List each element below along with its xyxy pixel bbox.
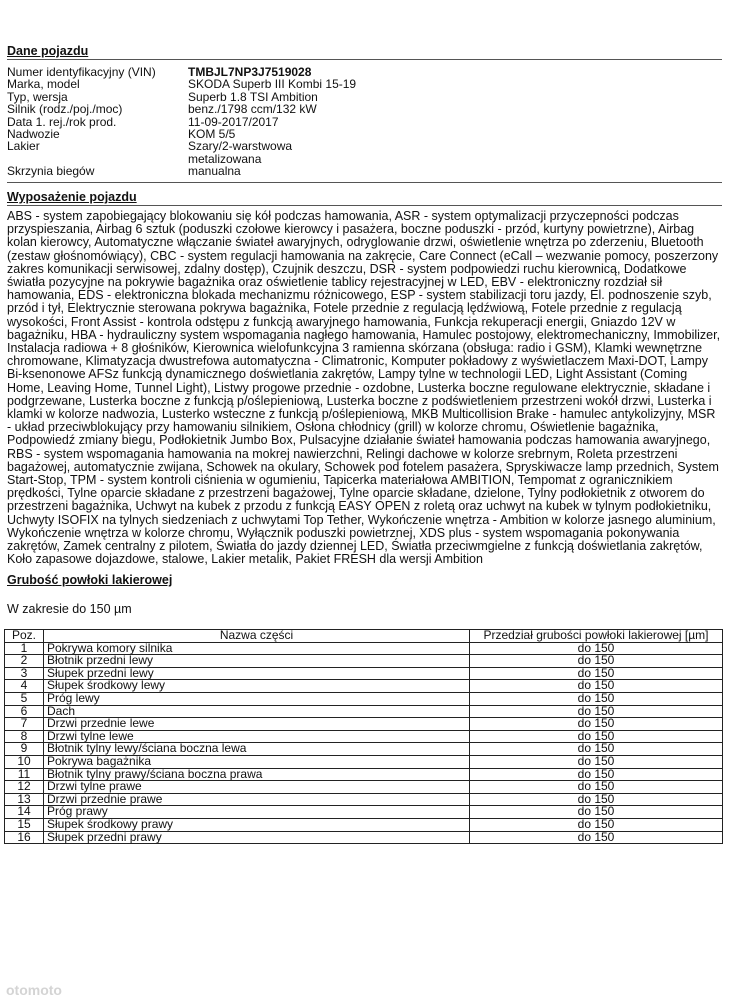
row-pos: 1 bbox=[5, 642, 44, 655]
watermark-logo: otomoto bbox=[6, 982, 62, 998]
col-header-pos: Poz. bbox=[5, 630, 44, 643]
row-range: do 150 bbox=[470, 655, 723, 668]
table-row bbox=[5, 692, 723, 705]
vehicle-section-title: Dane pojazdu bbox=[7, 44, 89, 58]
row-part: Próg lewy bbox=[44, 692, 470, 705]
vehicle-label: Marka, model bbox=[7, 77, 80, 92]
table-row bbox=[5, 755, 723, 768]
row-pos: 8 bbox=[5, 730, 44, 743]
row-part: Pokrywa bagażnika bbox=[44, 755, 470, 768]
row-pos: 7 bbox=[5, 718, 44, 731]
row-part: Drzwi przednie prawe bbox=[44, 793, 470, 806]
row-pos: 3 bbox=[5, 667, 44, 680]
table-row bbox=[5, 743, 723, 756]
table-row bbox=[5, 642, 723, 655]
row-part: Drzwi tylne lewe bbox=[44, 730, 470, 743]
row-part: Słupek środkowy prawy bbox=[44, 818, 470, 831]
row-pos: 12 bbox=[5, 781, 44, 794]
row-range: do 150 bbox=[470, 818, 723, 831]
row-pos: 13 bbox=[5, 793, 44, 806]
row-range: do 150 bbox=[470, 680, 723, 693]
row-pos: 4 bbox=[5, 680, 44, 693]
vehicle-row-engine bbox=[7, 103, 567, 115]
vehicle-label: Numer identyfikacyjny (VIN) bbox=[7, 65, 156, 79]
row-pos: 10 bbox=[5, 755, 44, 768]
table-row bbox=[5, 806, 723, 819]
table-header-row bbox=[5, 630, 723, 643]
row-part: Błotnik przedni lewy bbox=[44, 655, 470, 668]
row-range: do 150 bbox=[470, 793, 723, 806]
vehicle-value: metalizowana bbox=[188, 151, 262, 166]
vehicle-value: Superb 1.8 TSI Ambition bbox=[188, 89, 318, 104]
row-pos: 6 bbox=[5, 705, 44, 718]
row-range: do 150 bbox=[470, 781, 723, 794]
vehicle-label: Silnik (rodz./poj./moc) bbox=[7, 102, 123, 117]
row-pos: 16 bbox=[5, 831, 44, 844]
vehicle-value: benz./1798 ccm/132 kW bbox=[188, 102, 317, 117]
vehicle-label: Nadwozie bbox=[7, 126, 60, 141]
table-row bbox=[5, 768, 723, 781]
vehicle-details bbox=[7, 66, 567, 178]
vehicle-value: manualna bbox=[188, 164, 241, 179]
vehicle-divider bbox=[7, 59, 722, 60]
row-range: do 150 bbox=[470, 705, 723, 718]
table-row bbox=[5, 781, 723, 794]
col-header-part: Nazwa części bbox=[44, 630, 470, 643]
vehicle-label: Lakier bbox=[7, 139, 40, 154]
row-part: Dach bbox=[44, 705, 470, 718]
col-header-range: Przedział grubości powłoki lakierowej [µm] bbox=[470, 630, 723, 643]
vehicle-label: Skrzynia biegów bbox=[7, 164, 95, 179]
row-pos: 11 bbox=[5, 768, 44, 781]
equipment-text: ABS - system zapobiegający blokowaniu się kół podczas hamowania, ASR - system optymalizacji przyczepności podczas przyspieszania, Airbag 6 sztuk (poduszki czołowe kierowcy i pasażera, boczne poduszki - przód, kurtyny powietrzne), Airbag kolan kierowcy, Automatyczne włączanie świateł awaryjnych, odryglowanie drzwi, oświetlenie wnętrza po zderzeniu, Bluetooth (zestaw głośnomówiący), CBC - system regulacji hamowania na zakręcie, Care Connect (eCall – wezwanie pomocy, poszerzony zakres komunikacji serwisowej, zdalny dostęp), Czujnik deszczu, DSR - system podpowiedzi ruchu kierownicą, Dodatkowe światła pozycyjne na pokrywie bagażnika oraz oświetlenie tablicy rejestracyjnej w LED, EBV - elektroniczny rozdział sił hamowania, EDS - elektroniczna blokada mechanizmu różnicowego, ESP - system stabilizacji toru jazdy, El. podnoszenie szyb, przód i tył, Elektrycznie sterowana pokrywa bagażnika, Fotele przednie z regulacją lędźwiową, Fotele przednie z regulacją wysokości, Front Assist - kontrola odstępu z funkcją awaryjnego hamowania, Funkcja rekuperacji energii, Gniazdo 12V w bagażniku, HBA - hydrauliczny system wspomagania nagłego hamowania, Hamulec postojowy, elektromechaniczny, Immobilizer, Instalacja radiowa + 8 głośników, Kierownica wielofunkcyjna 3 ramienna skórzana (obsługa: radio i GSM), Klamki wewnętrzne chromowane, Klimatyzacja dwustrefowa automatyczna - Climatronic, Komputer pokładowy z wyświetlaczem Maxi-DOT, Lampy Bi-ksenonowe AFSz funkcją dynamicznego doświetlania zakrętów, Lampy tylne w technologii LED, Light Assistant (Coming Home, Leaving Home, Tunnel Light), Listwy progowe przednie - ozdobne, Lusterka boczne regulowane elektrycznie, składane i podgrzewane, Lusterka boczne z funkcją p/oślepieniową, Lusterka boczne z podświetleniem przestrzeni wokół drzwi, Lusterka i klamki w kolorze nadwozia, Lusterko wsteczne z funkcją p/oślepieniową, MKB Multicollision Brake - hamulec antykolizyjny, MSR - układ przeciwblokujący przy hamowaniu silnikiem, Osłona chłodnicy (grill) w kolorze chromu, Oświetlenie bagażnika, Podpowiedź zmiany biegu, Podłokietnik Jumbo Box, Pulsacyjne działanie świateł hamowania podczas hamowania awaryjnego, RBS - system wspomagania hamowania na mokrej nawierzchni, Relingi dachowe w kolorze srebrnym, Roleta przestrzeni bagażowej, automatycznie zwijana, Schowek na okulary, Schowek pod fotelem pasażera, Spryskiwacze lamp przednich, System Start-Stop, TPM - system kontroli ciśnienia w ogumieniu, Tapicerka materiałowa AMBITION, Tempomat z ogranicznikiem prędkości, Tylne oparcie składane z przestrzeni bagażowej, Tylne oparcie składane, dzielone, Tylny podłokietnik z otworem do przestrzeni bagażnika, Uchwyt na kubek z przodu z funkcją EASY OPEN z roletą oraz uchwyt na kubek w tylnym podłokietniku, Uchwyty ISOFIX na tylnych siedzeniach z uchwytami Top Tether, Wykończenie wnętrza - Ambition w kolorze jasnego aluminium, Wykończenie wnętrza w kolorze chromu, Wyłącznik poduszki powietrznej, XDS plus - system wspomagania pokonywania zakrętów, Zamek centralny z pilotem, Światła do jazdy dziennej LED, Światła przeciwmgielne z funkcją doświetlania zakrętów, Koło zapasowe dojazdowe, stalowe, Lakier metalik, Pakiet FRESH dla wersji Ambition bbox=[7, 209, 721, 567]
row-range: do 150 bbox=[470, 831, 723, 844]
row-part: Słupek środkowy lewy bbox=[44, 680, 470, 693]
row-range: do 150 bbox=[470, 755, 723, 768]
row-range: do 150 bbox=[470, 642, 723, 655]
row-pos: 15 bbox=[5, 818, 44, 831]
paint-range-note: W zakresie do 150 µm bbox=[7, 602, 132, 616]
row-range: do 150 bbox=[470, 718, 723, 731]
table-row bbox=[5, 718, 723, 731]
table-row bbox=[5, 730, 723, 743]
vehicle-bottom-divider bbox=[7, 182, 722, 183]
row-part: Drzwi tylne prawe bbox=[44, 781, 470, 794]
row-part: Pokrywa komory silnika bbox=[44, 642, 470, 655]
row-pos: 14 bbox=[5, 806, 44, 819]
row-range: do 150 bbox=[470, 730, 723, 743]
vehicle-value: Szary/2-warstwowa bbox=[188, 139, 293, 154]
row-range: do 150 bbox=[470, 667, 723, 680]
row-range: do 150 bbox=[470, 806, 723, 819]
row-range: do 150 bbox=[470, 768, 723, 781]
row-pos: 5 bbox=[5, 692, 44, 705]
vehicle-value: KOM 5/5 bbox=[188, 126, 236, 141]
table-row bbox=[5, 667, 723, 680]
table-row bbox=[5, 680, 723, 693]
vehicle-row-registration bbox=[7, 116, 567, 128]
row-part: Słupek przedni prawy bbox=[44, 831, 470, 844]
vehicle-row-make-model bbox=[7, 78, 567, 90]
equipment-divider bbox=[7, 205, 722, 206]
row-pos: 9 bbox=[5, 743, 44, 756]
vehicle-row-paint bbox=[7, 140, 567, 152]
row-part: Drzwi przednie lewe bbox=[44, 718, 470, 731]
row-pos: 2 bbox=[5, 655, 44, 668]
table-row bbox=[5, 655, 723, 668]
row-range: do 150 bbox=[470, 692, 723, 705]
vehicle-row-gearbox bbox=[7, 165, 567, 177]
vehicle-value: TMBJL7NP3J7519028 bbox=[188, 65, 312, 79]
vehicle-value: 11-09-2017/2017 bbox=[188, 114, 279, 129]
row-part: Błotnik tylny lewy/ściana boczna lewa bbox=[44, 743, 470, 756]
row-part: Próg prawy bbox=[44, 806, 470, 819]
vehicle-label: Typ, wersja bbox=[7, 89, 68, 104]
paint-thickness-table bbox=[4, 629, 723, 844]
row-range: do 150 bbox=[470, 743, 723, 756]
row-part: Błotnik tylny prawy/ściana boczna prawa bbox=[44, 768, 470, 781]
table-row bbox=[5, 705, 723, 718]
table-row bbox=[5, 793, 723, 806]
vehicle-value: SKODA Superb III Kombi 15-19 bbox=[188, 77, 357, 92]
table-row bbox=[5, 831, 723, 844]
row-part: Słupek przedni lewy bbox=[44, 667, 470, 680]
vehicle-label: Data 1. rej./rok prod. bbox=[7, 114, 117, 129]
paint-section-title: Grubość powłoki lakierowej bbox=[7, 573, 173, 587]
table-row bbox=[5, 818, 723, 831]
equipment-section-title: Wyposażenie pojazdu bbox=[7, 190, 137, 204]
